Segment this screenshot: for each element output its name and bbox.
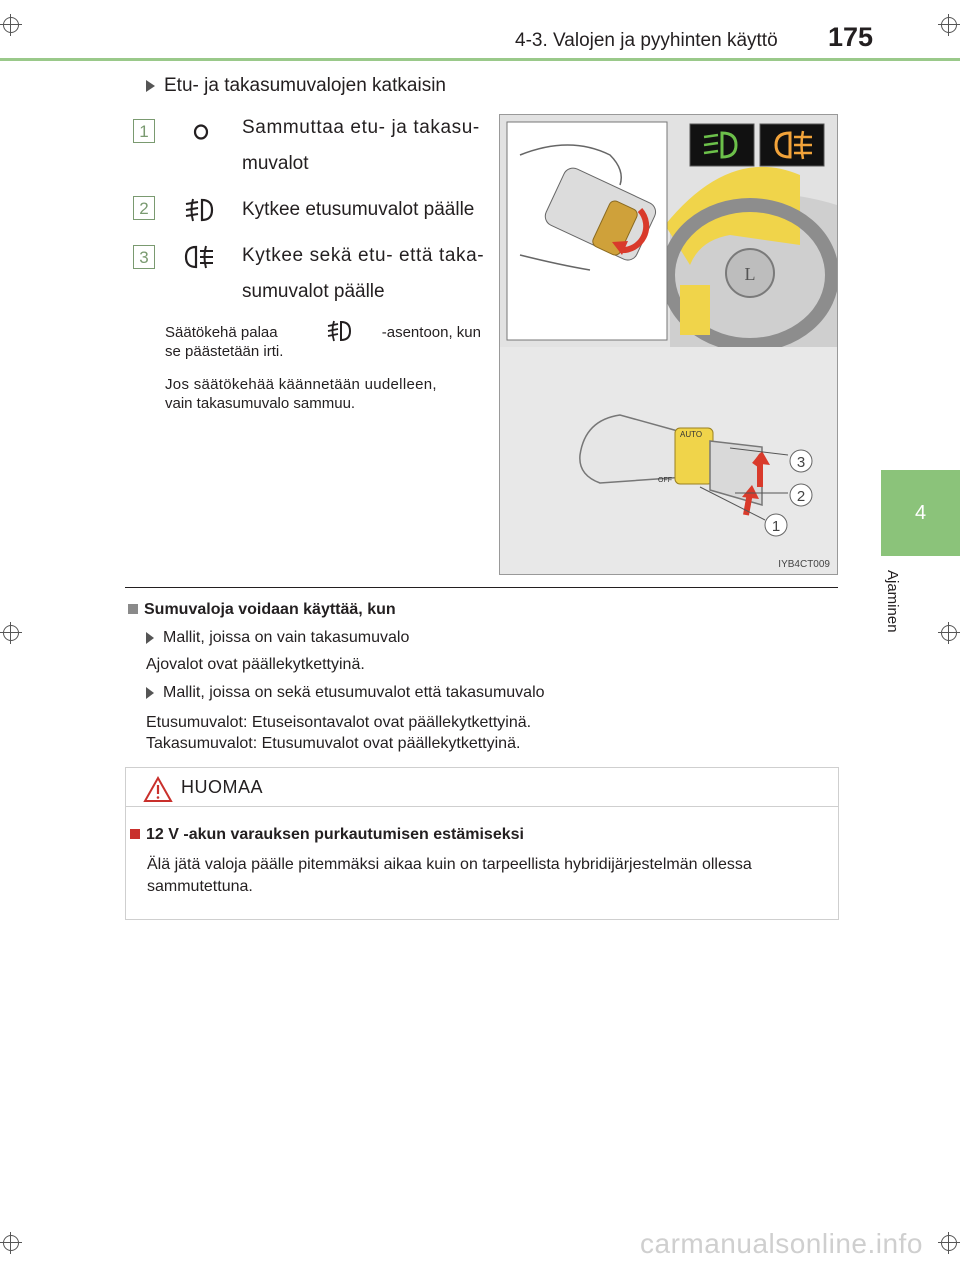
- triangle-bullet-icon: [146, 632, 154, 644]
- usage-sub-1: Mallit, joissa on vain takasumuvalo: [146, 629, 409, 647]
- square-bullet-icon: [130, 829, 140, 839]
- page-number: 175: [828, 22, 874, 52]
- item-2-text: Kytkee etusumuvalot päälle: [242, 199, 475, 220]
- svg-text:L: L: [744, 264, 756, 284]
- section-heading: Etu- ja takasumuvalojen katkaisin: [146, 75, 446, 97]
- triangle-bullet-icon: [146, 80, 155, 92]
- usage-heading: Sumuvaloja voidaan käyttää, kun: [128, 601, 396, 619]
- notice-heading: 12 V -akun varauksen purkautumisen estämiseksi: [130, 826, 524, 844]
- note-turn-again: Jos säätökehää käännetään uudelleen, vain takasumuvalo sammuu.: [165, 376, 437, 412]
- notice-box: [125, 767, 839, 920]
- switch-label-auto: AUTO: [680, 430, 703, 439]
- notice-title: HUOMAA: [181, 777, 264, 797]
- watermark: carmanualsonline.info: [640, 1228, 923, 1259]
- switch-label-off: OFF: [658, 477, 672, 484]
- section-title: 4-3. Valojen ja pyyhinten käyttö: [515, 30, 778, 51]
- chapter-number: 4: [914, 502, 927, 524]
- chapter-tab: [881, 470, 960, 556]
- usage-sub-2: Mallit, joissa on sekä etusumuvalot että takasumuvalo: [146, 684, 545, 702]
- usage-text-2: Etusumuvalot: Etuseisontavalot ovat päällekytkettyinä. Takasumuvalot: Etusumuvalot ovat päällekytkettyinä.: [146, 714, 532, 752]
- callout-1: 1: [771, 518, 781, 535]
- chapter-label: Ajaminen: [884, 570, 901, 633]
- callout-2: 2: [796, 488, 806, 505]
- usage-text-1: Ajovalot ovat päällekytkettyinä.: [146, 656, 365, 673]
- off-circle-icon: [188, 119, 214, 143]
- notice-text: Älä jätä valoja päälle pitemmäksi aikaa kuin on tarpeellista hybridijärjestelmän ollessa sammutettuna.: [147, 856, 752, 895]
- callout-3: 3: [796, 454, 806, 471]
- item-1-text: Sammuttaa etu- ja takasu- muvalot: [242, 117, 480, 174]
- front-fog-icon: [325, 319, 353, 343]
- illustration-figure: [499, 114, 838, 575]
- fog-light-switch-illustration: [500, 115, 837, 574]
- divider: [125, 587, 838, 588]
- header-rule: [0, 58, 960, 61]
- note-return-position: Säätökehä palaa -asentoon, kun se päästetään irti.: [165, 323, 481, 361]
- item-number-1: 1: [133, 119, 155, 143]
- notice-header: [126, 768, 838, 807]
- triangle-bullet-icon: [146, 687, 154, 699]
- figure-code: IYB4CT009: [778, 559, 830, 570]
- item-number-3: 3: [133, 245, 155, 269]
- warning-triangle-icon: [143, 775, 173, 803]
- item-3-text: Kytkee sekä etu- että taka- sumuvalot päälle: [242, 245, 485, 302]
- rear-fog-icon: [183, 243, 217, 271]
- item-number-2: 2: [133, 196, 155, 220]
- square-bullet-icon: [128, 604, 138, 614]
- front-fog-icon: [182, 196, 216, 224]
